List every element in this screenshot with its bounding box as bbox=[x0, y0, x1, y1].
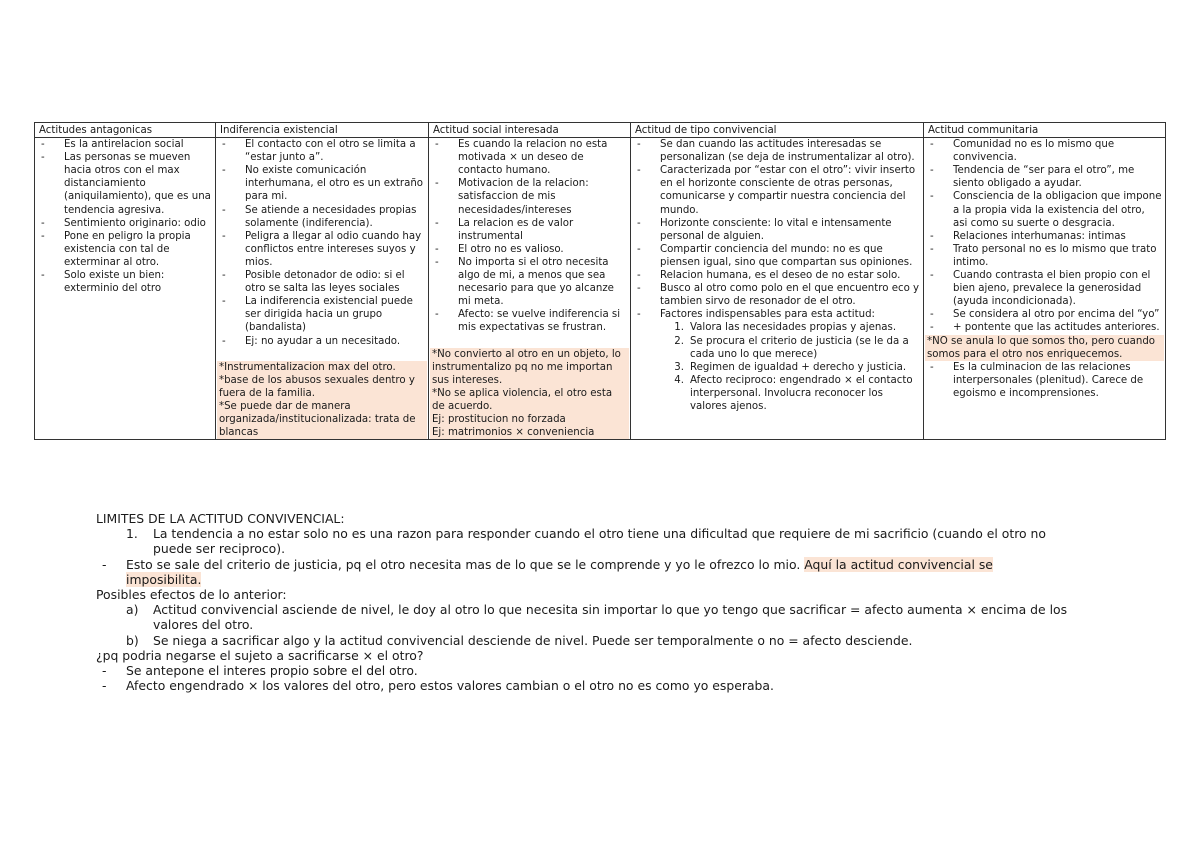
dash-marker: - bbox=[102, 556, 107, 572]
table-header-row bbox=[35, 123, 1166, 138]
effect-a-cont: valores del otro. bbox=[153, 617, 254, 633]
header-comunitaria: Actitud communitaria bbox=[924, 123, 1166, 138]
list-item: Afecto reciproco: engendrado × el contacto interpersonal. Involucra reconocer los valores ajenos. bbox=[690, 374, 913, 412]
list-item: - Solo existe un bien: exterminio del otro bbox=[38, 269, 212, 295]
header-antagonicas: Actitudes antagonicas bbox=[35, 123, 216, 138]
header-interesada: Actitud social interesada bbox=[429, 123, 631, 138]
list-item: - El otro no es valioso. bbox=[432, 243, 627, 256]
list-item: - La relacion es de valor instrumental bbox=[432, 217, 627, 243]
list-item: - Afecto: se vuelve indiferencia si mis expectativas se frustran. bbox=[432, 308, 627, 334]
dash-text: Afecto engendrado × los valores del otro, pero estos valores cambian o el otro no es como yo esperaba. bbox=[126, 678, 774, 694]
cell-antagonicas bbox=[35, 138, 216, 440]
list-item: - Relaciones interhumanas: intimas bbox=[927, 230, 1162, 243]
list-item: - Se considera al otro por encima del “yo” bbox=[927, 308, 1162, 321]
list-antagonicas bbox=[38, 138, 212, 295]
list-item: - Peligra a llegar al odio cuando hay conflictos entre intereses suyos y mios. bbox=[219, 230, 425, 269]
dash-marker: - bbox=[102, 663, 107, 679]
list-item: - Cuando contrasta el bien propio con el bien ajeno, prevalece la generosidad (ayuda incondicionada). bbox=[927, 269, 1162, 308]
limit-item-1 bbox=[96, 526, 1156, 541]
limits-title: LIMITES DE LA ACTITUD CONVIVENCIAL: bbox=[96, 511, 345, 526]
list-item: - Las personas se mueven hacia otros con el max distanciamiento (aniquilamiento), que es una tendencia agresiva. bbox=[38, 151, 212, 216]
list-item: - Consciencia de la obligacion que impone a la propia vida la existencia del otro, asi como su suerte o desgracia. bbox=[927, 190, 1162, 229]
list-item: - El contacto con el otro se limita a “estar junto a”. bbox=[219, 138, 425, 164]
cell-indiferencia bbox=[216, 138, 429, 440]
list-item: - Es la culminacion de las relaciones interpersonales (plenitud). Carece de egoismo e incomprensiones. bbox=[927, 361, 1162, 400]
list-item: - Caracterizada por “estar con el otro”: vivir inserto en el horizonte consciente de otras personas, comunicarse y compartir nuestra conciencia del mundo. bbox=[634, 164, 920, 216]
list-item: - Relacion humana, es el deseo de no estar solo. bbox=[634, 269, 920, 282]
effects-title bbox=[96, 587, 1156, 602]
highlighted-note-interesada bbox=[430, 348, 629, 440]
item-letter: a) bbox=[126, 602, 139, 618]
note-line: Ej: prostitucion no forzada bbox=[432, 413, 566, 425]
list-indiferencia bbox=[219, 138, 425, 348]
list-item: - No existe comunicación interhumana, el otro es un extraño para mi. bbox=[219, 164, 425, 203]
list-item: Valora las necesidades propias y ajenas. bbox=[690, 322, 897, 334]
item-text: Se niega a sacrificar algo y la actitud convivencial desciende de nivel. Puede ser temporalmente o no = afecto desciende. bbox=[153, 632, 913, 648]
note-line: *Se puede dar de manera organizada/institucionalizada: trata de blancas bbox=[219, 400, 416, 439]
item-number: 1. bbox=[126, 526, 138, 542]
attitudes-table bbox=[34, 122, 1166, 440]
list-item: - Es la antirelacion social bbox=[38, 138, 212, 151]
list-comunitaria bbox=[927, 138, 1162, 334]
cell-comunitaria bbox=[924, 138, 1166, 440]
dash-text: Esto se sale del criterio de justicia, pq el otro necesita mas de lo que se le comprende y yo le ofrezco lo mio. bbox=[126, 556, 801, 572]
list-item: - Se atiende a necesidades propias solamente (indiferencia). bbox=[219, 204, 425, 230]
note-line: Ej: matrimonios × conveniencia bbox=[432, 427, 595, 439]
factors-list bbox=[634, 321, 920, 413]
list-item: - Es cuando la relacion no esta motivada × un deseo de contacto humano. bbox=[432, 138, 627, 177]
limit-dash-1-cont bbox=[96, 572, 1156, 587]
limit-dash-1 bbox=[96, 557, 1156, 572]
list-item: - Posible detonador de odio: si el otro se salta las leyes sociales bbox=[219, 269, 425, 295]
header-convivencial: Actitud de tipo convivencial bbox=[631, 123, 924, 138]
list-convivencial bbox=[634, 138, 920, 321]
list-item: - Horizonte consciente: lo vital e intensamente personal de alguien. bbox=[634, 217, 920, 243]
limit-item-1-cont: puede ser reciproco). bbox=[153, 541, 286, 557]
list-item: - Pone en peligro la propia existencia con tal de exterminar al otro. bbox=[38, 230, 212, 269]
highlighted-note-comunitaria: *NO se anula lo que somos tho, pero cuando somos para el otro nos enriquecemos. bbox=[925, 335, 1164, 361]
highlighted-text: Aquí la actitud convivencial se bbox=[804, 556, 993, 572]
list-item: - Se dan cuando las actitudes interesadas se personalizan (se deja de instrumentalizar al otro). bbox=[634, 138, 920, 164]
item-text: La tendencia a no estar solo no es una razon para responder cuando el otro tiene una dificultad que requiere de mi sacrificio (cuando el otro no bbox=[153, 526, 1046, 542]
list-item: - Sentimiento originario: odio bbox=[38, 217, 212, 230]
list-item: - Factores indispensables para esta actitud: bbox=[634, 308, 920, 321]
list-item: - Motivacion de la relacion: satisfaccion de mis necesidades/intereses bbox=[432, 177, 627, 216]
highlighted-text: imposibilita. bbox=[126, 571, 202, 587]
effects-title-text: Posibles efectos de lo anterior: bbox=[96, 587, 287, 603]
list-item: - Busco al otro como polo en el que encuentro eco y tambien sirvo de resonador de el otro. bbox=[634, 282, 920, 308]
table-body-row bbox=[35, 138, 1166, 440]
note-line: *base de los abusos sexuales dentro y fuera de la familia. bbox=[219, 374, 415, 399]
note-line: *No se aplica violencia, el otro esta de acuerdo. bbox=[432, 387, 613, 412]
answer-dash-2 bbox=[96, 678, 1156, 693]
dash-marker: - bbox=[102, 678, 107, 694]
highlighted-note-indiferencia bbox=[217, 361, 427, 440]
dash-text: Se antepone el interes propio sobre el del otro. bbox=[126, 663, 418, 679]
list-item: - No importa si el otro necesita algo de mi, a menos que sea necesario para que yo alcanze mi meta. bbox=[432, 256, 627, 308]
list-comunitaria-end bbox=[927, 361, 1162, 400]
list-interesada bbox=[432, 138, 627, 334]
cell-convivencial bbox=[631, 138, 924, 440]
note-line: *Instrumentalizacion max del otro. bbox=[219, 361, 396, 373]
item-letter: b) bbox=[126, 632, 139, 648]
list-item: - Comunidad no es lo mismo que convivencia. bbox=[927, 138, 1162, 164]
list-item: - La indiferencia existencial puede ser dirigida hacia un grupo (bandalista) bbox=[219, 295, 425, 334]
answer-dash-1 bbox=[96, 663, 1156, 678]
list-item: Se procura el criterio de justicia (se le da a cada uno lo que merece) bbox=[690, 335, 909, 360]
question-line: ¿pq podria negarse el sujeto a sacrificarse × el otro? bbox=[96, 647, 424, 663]
list-item: - Trato personal no es lo mismo que trato intimo. bbox=[927, 243, 1162, 269]
list-item: - Tendencia de “ser para el otro”, me siento obligado a ayudar. bbox=[927, 164, 1162, 190]
cell-interesada bbox=[429, 138, 631, 440]
header-indiferencia: Indiferencia existencial bbox=[216, 123, 429, 138]
list-item: - Ej: no ayudar a un necesitado. bbox=[219, 335, 425, 348]
item-text: Actitud convivencial asciende de nivel, le doy al otro lo que necesita sin importar lo que yo tengo que sacrificar = afecto aumenta × encima de los bbox=[153, 602, 1068, 618]
list-item: - + pontente que las actitudes anteriores. bbox=[927, 321, 1162, 334]
list-item: Regimen de igualdad + derecho y justicia. bbox=[690, 361, 907, 373]
effect-b bbox=[96, 633, 1156, 648]
note-line: *No convierto al otro en un objeto, lo instrumentalizo pq no me importan sus intereses. bbox=[432, 348, 621, 386]
list-item: - Compartir conciencia del mundo: no es que piensen igual, sino que compartan sus opiniones. bbox=[634, 243, 920, 269]
limits-section bbox=[96, 511, 1156, 693]
effect-a bbox=[96, 602, 1156, 617]
